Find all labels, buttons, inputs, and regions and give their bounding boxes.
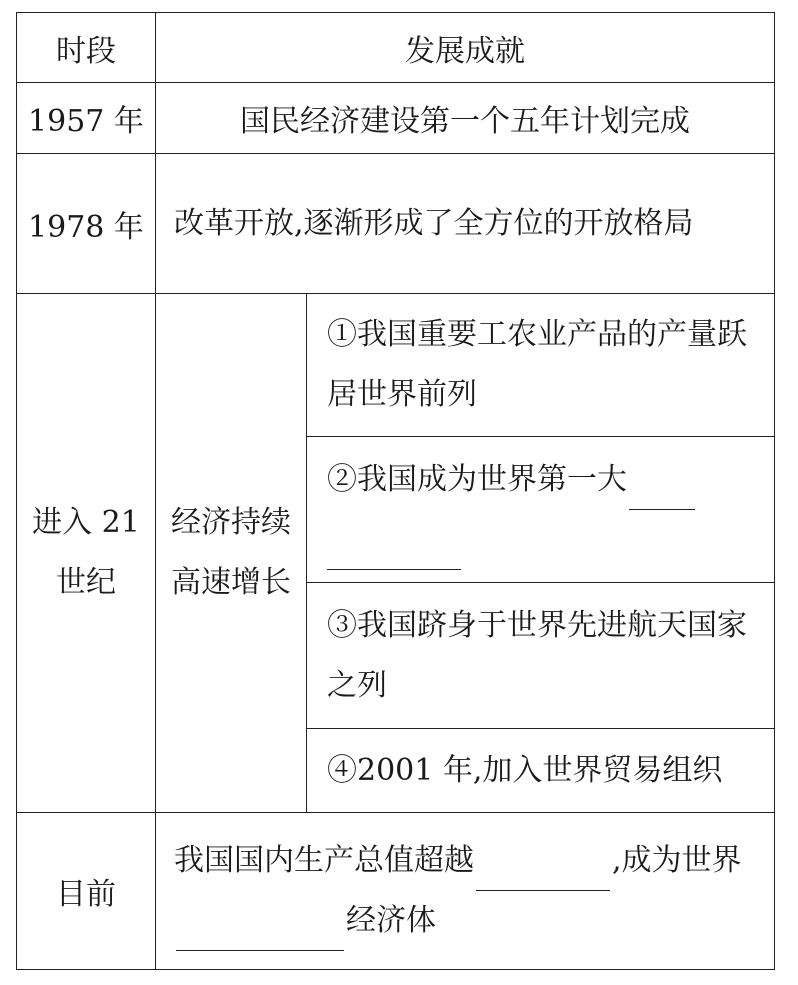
header-achievement: 发展成就 [156,13,775,83]
row-current [17,813,775,970]
blank-line [327,539,461,570]
item-2-text: ②我国成为世界第一大 [327,461,627,497]
row-21-item1 [17,294,775,437]
period-1978: 1978 年 [17,154,156,294]
row-1957 [17,83,775,154]
item-2 [307,437,775,583]
blank-line [476,860,610,891]
item-3: ③我国跻身于世界先进航天国家之列 [307,583,775,729]
row-1978 [17,154,775,294]
achievement-table [16,12,775,970]
header-period: 时段 [17,13,156,83]
blank-line [629,479,695,510]
header-row [17,13,775,83]
current-text-1: 我国国内生产总值超越 [174,843,474,878]
item-1: ①我国重要工农业产品的产量跃居世界前列 [307,294,775,437]
current-text-2: ,成为世界 [612,843,742,878]
text-1957: 国民经济建设第一个五年计划完成 [156,83,775,154]
period-1957: 1957 年 [17,83,156,154]
current-text-3: 经济体 [346,903,436,938]
item-4: ④2001 年,加入世界贸易组织 [307,729,775,813]
period-21st-century: 进入 21 世纪 [17,294,156,813]
text-1978: 改革开放,逐渐形成了全方位的开放格局 [156,154,775,294]
period-current: 目前 [17,813,156,970]
category-growth: 经济持续高速增长 [156,294,307,813]
text-current [156,813,775,970]
blank-line [176,920,344,951]
